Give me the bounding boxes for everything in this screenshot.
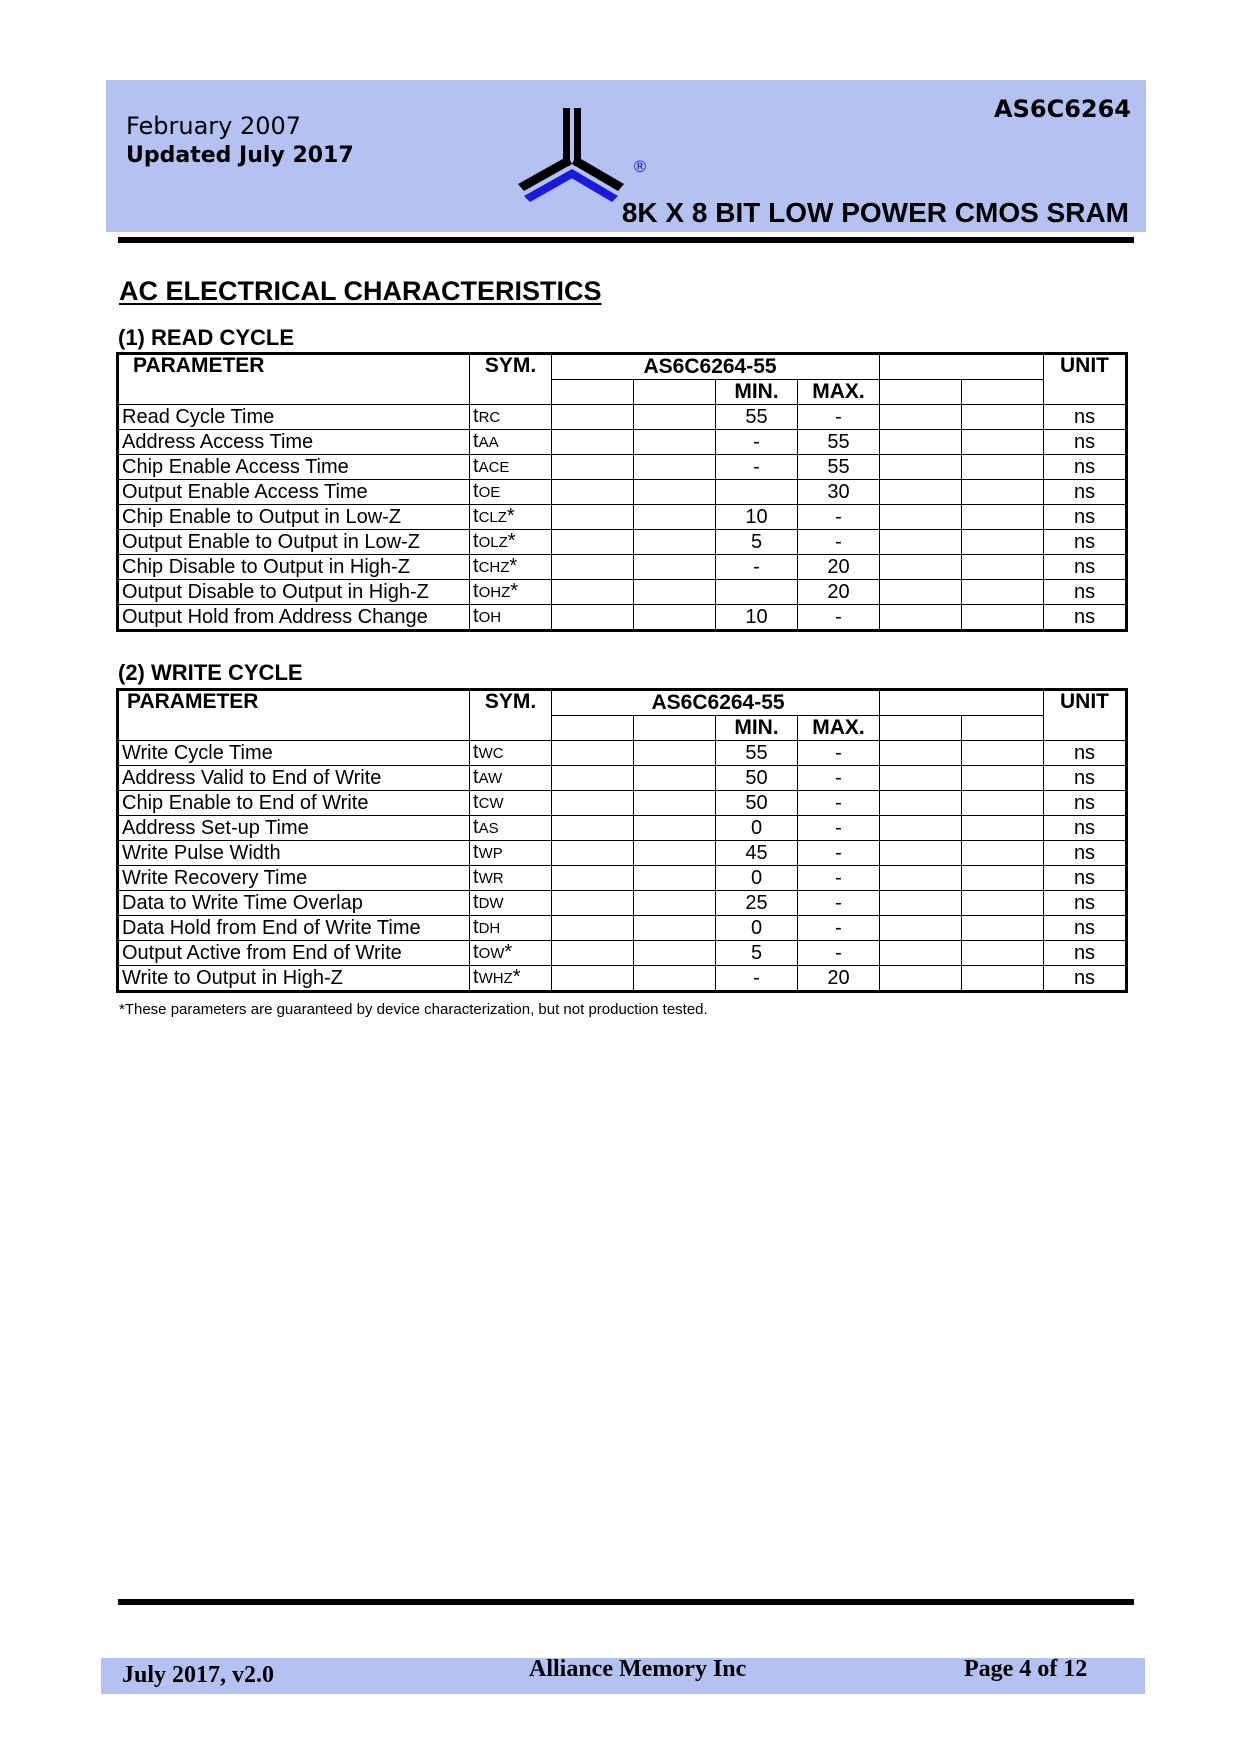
table-row: [118, 480, 1127, 505]
sym-t: t: [473, 605, 479, 627]
sym-subscript: RC: [478, 409, 501, 426]
min-cell: 0: [716, 866, 798, 891]
registered-mark: ®: [632, 157, 648, 176]
min-cell: 10: [716, 605, 798, 631]
sym-cell: [470, 580, 552, 605]
sym-cell: [470, 480, 552, 505]
sym-t: t: [473, 916, 479, 938]
unit-cell: ns: [1044, 580, 1126, 605]
param-cell: Output Enable to Output in Low-Z: [118, 530, 470, 555]
min-cell: 55: [716, 405, 798, 430]
unit-cell: ns: [1044, 966, 1126, 992]
sym-t: t: [473, 505, 479, 527]
table-row: [118, 530, 1127, 555]
sym-subscript: WHZ: [478, 970, 513, 987]
sym-subscript: DW: [478, 895, 504, 912]
max-cell: 55: [798, 430, 880, 455]
unit-cell: ns: [1044, 555, 1126, 580]
footer-date-version: July 2017, v2.0: [122, 1662, 275, 1688]
sym-cell: [470, 530, 552, 555]
header-min: MIN.: [716, 380, 798, 405]
max-cell: -: [798, 741, 880, 766]
sym-t: t: [473, 580, 479, 602]
max-cell: -: [798, 405, 880, 430]
param-cell: Chip Enable to Output in Low-Z: [118, 505, 470, 530]
min-cell: 5: [716, 530, 798, 555]
max-cell: 20: [798, 966, 880, 992]
footer-page: Page 4 of 12: [964, 1656, 1088, 1682]
sym-subscript: OW: [478, 945, 505, 962]
sym-cell: [470, 816, 552, 841]
sym-subscript: CHZ: [478, 559, 510, 576]
min-cell: 0: [716, 816, 798, 841]
sym-subscript: OLZ: [478, 534, 508, 551]
min-cell: [716, 480, 798, 505]
param-cell: Write Cycle Time: [118, 741, 470, 766]
table-row: [118, 791, 1127, 816]
table-row: [118, 605, 1127, 631]
param-cell: Write Recovery Time: [118, 866, 470, 891]
sym-subscript: OHZ: [478, 584, 511, 601]
param-cell: Write to Output in High-Z: [118, 966, 470, 992]
unit-cell: ns: [1044, 891, 1126, 916]
max-cell: -: [798, 766, 880, 791]
unit-cell: ns: [1044, 455, 1126, 480]
unit-cell: ns: [1044, 816, 1126, 841]
unit-cell: ns: [1044, 605, 1126, 631]
unit-cell: ns: [1044, 766, 1126, 791]
unit-cell: ns: [1044, 841, 1126, 866]
sym-subscript: AA: [478, 434, 499, 451]
write-cycle-title: (2) WRITE CYCLE: [118, 660, 303, 685]
sym-t: t: [473, 966, 479, 988]
table-row: [118, 916, 1127, 941]
param-cell: Address Valid to End of Write: [118, 766, 470, 791]
write-cycle-table: [116, 688, 1128, 993]
footnote: *These parameters are guaranteed by device characterization, but not production tested.: [119, 1001, 708, 1018]
param-cell: Data Hold from End of Write Time: [118, 916, 470, 941]
min-cell: 0: [716, 916, 798, 941]
max-cell: 55: [798, 455, 880, 480]
max-cell: -: [798, 941, 880, 966]
unit-cell: ns: [1044, 916, 1126, 941]
alliance-logo-icon: [518, 106, 658, 206]
header-sym: SYM.: [470, 354, 552, 405]
sym-t: t: [473, 766, 479, 788]
header-sym: SYM.: [470, 690, 552, 741]
sym-t: t: [473, 555, 479, 577]
max-cell: -: [798, 791, 880, 816]
sym-cell: [470, 916, 552, 941]
max-cell: 20: [798, 580, 880, 605]
sym-cell: [470, 766, 552, 791]
unit-cell: ns: [1044, 741, 1126, 766]
sym-star: *: [509, 555, 518, 577]
header-part: AS6C6264-55: [634, 354, 880, 380]
sym-t: t: [473, 530, 479, 552]
sym-subscript: AW: [478, 770, 503, 787]
min-cell: -: [716, 455, 798, 480]
header-min: MIN.: [716, 716, 798, 741]
unit-cell: ns: [1044, 791, 1126, 816]
sym-subscript: OH: [478, 609, 502, 626]
sym-star: *: [510, 580, 519, 602]
param-cell: Chip Enable Access Time: [118, 455, 470, 480]
sym-cell: [470, 430, 552, 455]
min-cell: -: [716, 430, 798, 455]
sym-subscript: WR: [478, 870, 504, 887]
table-row: [118, 816, 1127, 841]
min-cell: -: [716, 555, 798, 580]
part-number: AS6C6264: [994, 95, 1131, 123]
sym-cell: [470, 866, 552, 891]
header-max: MAX.: [798, 380, 880, 405]
max-cell: -: [798, 891, 880, 916]
sym-cell: [470, 891, 552, 916]
sym-subscript: OE: [478, 484, 501, 501]
max-cell: 20: [798, 555, 880, 580]
max-cell: -: [798, 505, 880, 530]
max-cell: -: [798, 530, 880, 555]
sym-cell: [470, 741, 552, 766]
param-cell: Address Set-up Time: [118, 816, 470, 841]
param-cell: Output Disable to Output in High-Z: [118, 580, 470, 605]
min-cell: [716, 580, 798, 605]
min-cell: 50: [716, 791, 798, 816]
sym-cell: [470, 605, 552, 631]
min-cell: 5: [716, 941, 798, 966]
document-title: 8K X 8 BIT LOW POWER CMOS SRAM: [621, 197, 1129, 228]
table-row: [118, 555, 1127, 580]
max-cell: -: [798, 916, 880, 941]
min-cell: 45: [716, 841, 798, 866]
header-parameter: PARAMETER: [118, 354, 470, 405]
sym-t: t: [473, 741, 479, 763]
max-cell: -: [798, 866, 880, 891]
sym-t: t: [473, 430, 479, 452]
min-cell: -: [716, 966, 798, 992]
max-cell: -: [798, 605, 880, 631]
min-cell: 50: [716, 766, 798, 791]
unit-cell: ns: [1044, 405, 1126, 430]
table-row: [118, 430, 1127, 455]
sym-t: t: [473, 455, 479, 477]
header-max: MAX.: [798, 716, 880, 741]
min-cell: 55: [716, 741, 798, 766]
header-part: AS6C6264-55: [634, 690, 880, 716]
sym-star: *: [506, 505, 515, 527]
table-row: [118, 891, 1127, 916]
footer-rule: [118, 1599, 1134, 1605]
sym-t: t: [473, 405, 479, 427]
sym-subscript: WC: [478, 745, 504, 762]
header-unit: UNIT: [1044, 354, 1126, 405]
read-cycle-table: [116, 352, 1128, 632]
param-cell: Read Cycle Time: [118, 405, 470, 430]
sym-cell: [470, 405, 552, 430]
param-cell: Data to Write Time Overlap: [118, 891, 470, 916]
param-cell: Chip Disable to Output in High-Z: [118, 555, 470, 580]
unit-cell: ns: [1044, 430, 1126, 455]
sym-cell: [470, 555, 552, 580]
table-row: [118, 505, 1127, 530]
header-updated: Updated July 2017: [126, 143, 354, 168]
table-row: [118, 966, 1127, 992]
sym-cell: [470, 966, 552, 992]
header-date: February 2007: [126, 112, 302, 140]
table-row: [118, 766, 1127, 791]
unit-cell: ns: [1044, 505, 1126, 530]
sym-subscript: CLZ: [478, 509, 507, 526]
sym-subscript: CW: [478, 795, 504, 812]
footer-company: Alliance Memory Inc: [529, 1656, 747, 1682]
sym-t: t: [473, 841, 479, 863]
table-row: [118, 941, 1127, 966]
sym-t: t: [473, 816, 479, 838]
sym-t: t: [473, 480, 479, 502]
sym-subscript: WP: [478, 845, 503, 862]
section-title: AC ELECTRICAL CHARACTERISTICS: [119, 276, 602, 306]
table-row: [118, 841, 1127, 866]
min-cell: 25: [716, 891, 798, 916]
min-cell: 10: [716, 505, 798, 530]
unit-cell: ns: [1044, 480, 1126, 505]
unit-cell: ns: [1044, 866, 1126, 891]
table-row: [118, 866, 1127, 891]
max-cell: -: [798, 816, 880, 841]
sym-star: *: [507, 530, 516, 552]
param-cell: Address Access Time: [118, 430, 470, 455]
sym-cell: [470, 505, 552, 530]
max-cell: -: [798, 841, 880, 866]
read-cycle-title: (1) READ CYCLE: [118, 325, 295, 350]
max-cell: 30: [798, 480, 880, 505]
sym-subscript: DH: [478, 920, 501, 937]
sym-cell: [470, 791, 552, 816]
sym-t: t: [473, 941, 479, 963]
sym-t: t: [473, 866, 479, 888]
param-cell: Write Pulse Width: [118, 841, 470, 866]
sym-star: *: [512, 966, 521, 988]
sym-subscript: ACE: [478, 459, 510, 476]
unit-cell: ns: [1044, 941, 1126, 966]
param-cell: Output Enable Access Time: [118, 480, 470, 505]
sym-cell: [470, 841, 552, 866]
header-unit: UNIT: [1044, 690, 1126, 741]
sym-cell: [470, 941, 552, 966]
param-cell: Output Hold from Address Change: [118, 605, 470, 631]
table-row: [118, 741, 1127, 766]
sym-cell: [470, 455, 552, 480]
header-parameter: PARAMETER: [118, 690, 470, 741]
sym-t: t: [473, 891, 479, 913]
table-row: [118, 455, 1127, 480]
header-rule: [118, 237, 1134, 243]
sym-star: *: [504, 941, 513, 963]
param-cell: Output Active from End of Write: [118, 941, 470, 966]
table-row: [118, 580, 1127, 605]
sym-t: t: [473, 791, 479, 813]
table-row: [118, 405, 1127, 430]
unit-cell: ns: [1044, 530, 1126, 555]
param-cell: Chip Enable to End of Write: [118, 791, 470, 816]
sym-subscript: AS: [478, 820, 499, 837]
